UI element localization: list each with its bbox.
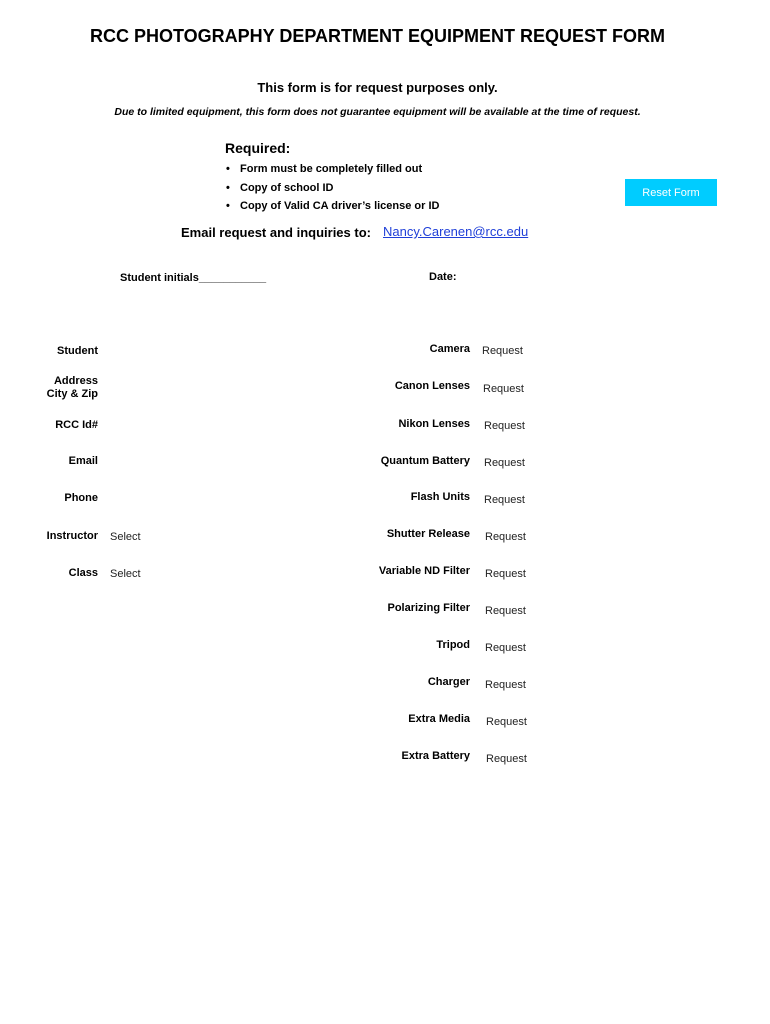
phone-label: Phone	[64, 492, 98, 504]
equipment-label-quantum-battery: Quantum Battery	[380, 455, 470, 467]
bullet-icon: •	[226, 181, 230, 194]
equipment-select-quantum-battery[interactable]: Request	[484, 457, 525, 469]
requirements-heading: Required:	[225, 140, 291, 156]
equipment-label-tripod: Tripod	[436, 639, 470, 651]
requirement-item: • Form must be completely filled out	[226, 160, 439, 179]
requirements-list	[226, 160, 439, 216]
equipment-select-camera[interactable]: Request	[482, 345, 523, 357]
equipment-select-extra-battery[interactable]: Request	[486, 753, 527, 765]
class-label: Class	[68, 567, 98, 579]
equipment-select-charger[interactable]: Request	[485, 679, 526, 691]
equipment-label-variable-nd-filter: Variable ND Filter	[378, 565, 470, 577]
email-link[interactable]: Nancy.Carenen@rcc.edu	[383, 224, 529, 239]
equipment-label-charger: Charger	[427, 676, 470, 688]
equipment-select-flash-units[interactable]: Request	[484, 494, 525, 506]
equipment-select-shutter-release[interactable]: Request	[485, 531, 526, 543]
email-field-label: Email	[68, 455, 98, 467]
equipment-select-extra-media[interactable]: Request	[486, 716, 527, 728]
equipment-label-camera: Camera	[429, 343, 470, 355]
rcc-id-input[interactable]	[105, 417, 305, 433]
equipment-label-extra-media: Extra Media	[408, 713, 470, 725]
form-subtitle: This form is for request purposes only.	[257, 80, 498, 95]
form-title: RCC PHOTOGRAPHY DEPARTMENT EQUIPMENT REQUEST FORM	[89, 26, 666, 46]
reset-form-button[interactable]: Reset Form	[625, 179, 717, 206]
instructor-select[interactable]: Select	[110, 531, 141, 543]
student-initials-field[interactable]: Student initials___________	[120, 272, 267, 284]
equipment-select-tripod[interactable]: Request	[485, 642, 526, 654]
address-label: Address	[53, 375, 98, 387]
requirement-item: • Copy of school ID	[226, 179, 439, 198]
equipment-label-extra-battery: Extra Battery	[401, 750, 470, 762]
equipment-label-polarizing-filter: Polarizing Filter	[387, 602, 470, 614]
student-label: Student	[57, 345, 98, 357]
date-label: Date:	[429, 271, 457, 283]
equipment-select-nikon-lenses[interactable]: Request	[484, 420, 525, 432]
email-label: Email request and inquiries to:	[181, 225, 371, 240]
equipment-select-variable-nd-filter[interactable]: Request	[485, 568, 526, 580]
equipment-select-canon-lenses[interactable]: Request	[483, 383, 524, 395]
requirement-item: • Copy of Valid CA driver’s license or ID	[226, 197, 439, 216]
availability-notice: Due to limited equipment, this form does not guarantee equipment will be available at the time of request.	[114, 106, 641, 118]
student-input[interactable]	[105, 343, 305, 359]
address-input[interactable]	[105, 378, 305, 394]
phone-input[interactable]	[105, 490, 305, 506]
equipment-label-flash-units: Flash Units	[410, 491, 470, 503]
equipment-label-canon-lenses: Canon Lenses	[394, 380, 470, 392]
rcc-id-label: RCC Id#	[55, 419, 98, 431]
bullet-icon: •	[226, 200, 230, 212]
email-field[interactable]	[105, 453, 305, 469]
class-select[interactable]: Select	[110, 568, 141, 580]
equipment-label-shutter-release: Shutter Release	[386, 528, 470, 540]
city-zip-label: City & Zip	[46, 388, 98, 400]
instructor-label: Instructor	[46, 530, 98, 542]
equipment-select-polarizing-filter[interactable]: Request	[485, 605, 526, 617]
equipment-label-nikon-lenses: Nikon Lenses	[398, 418, 470, 430]
bullet-icon: •	[226, 163, 230, 175]
